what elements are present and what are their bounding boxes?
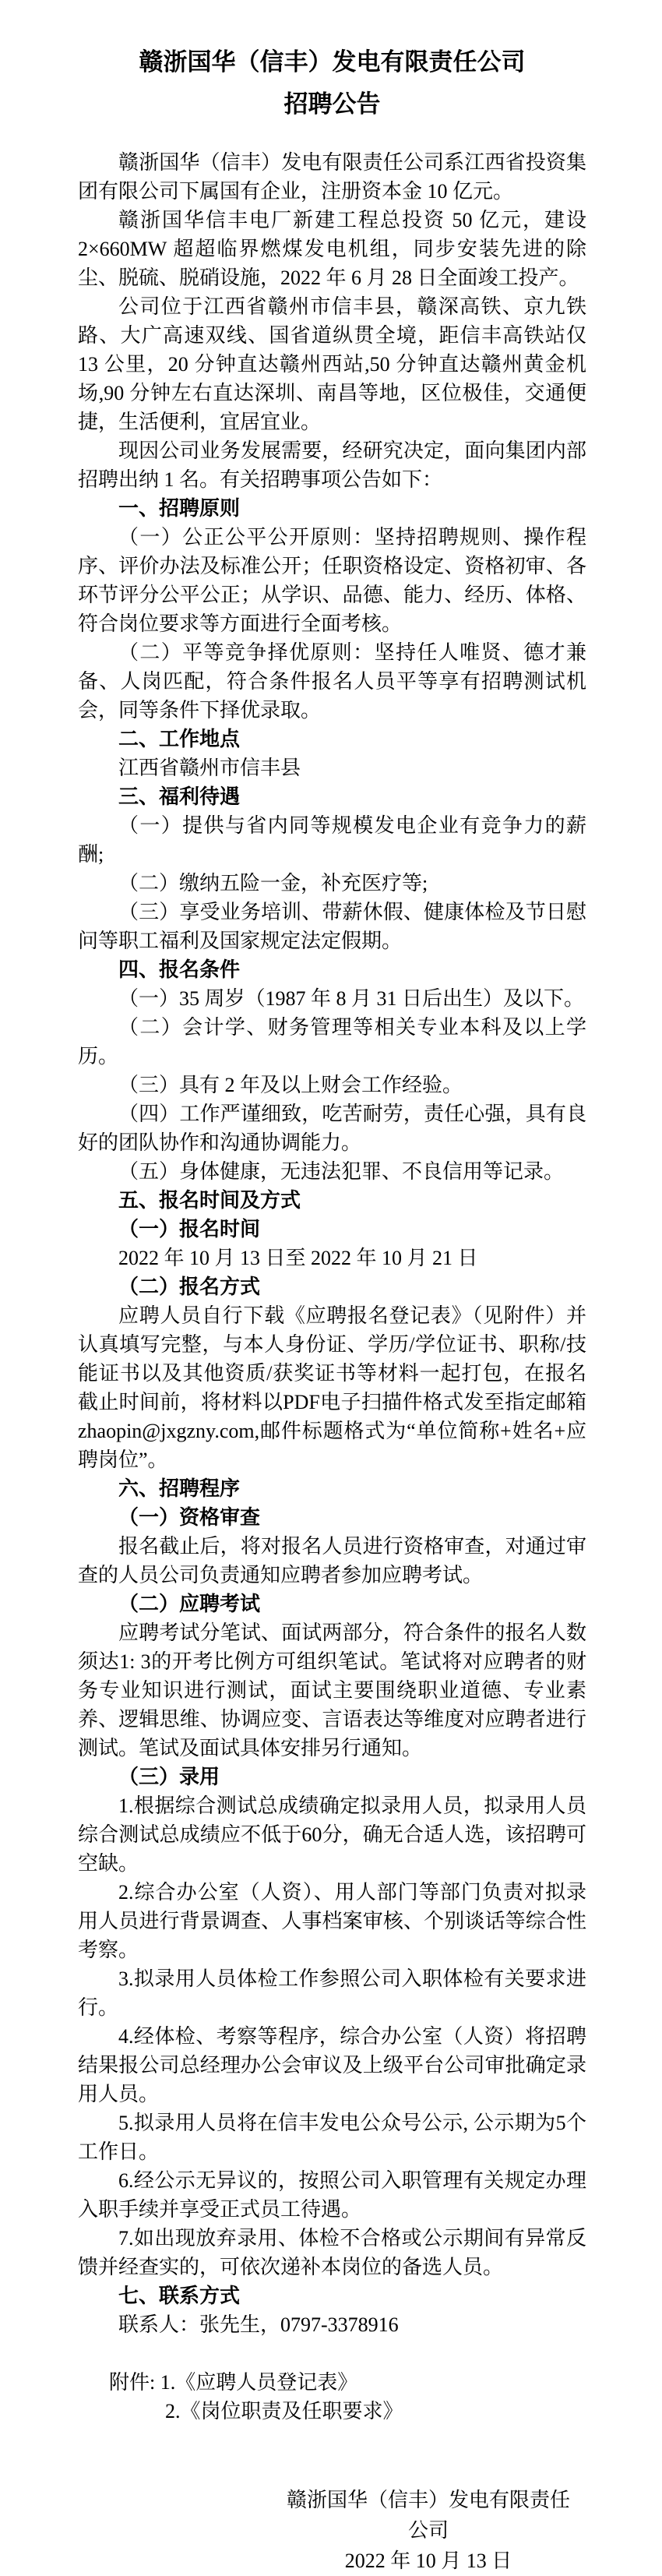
requirement-item-2: （二）会计学、财务管理等相关专业本科及以上学历。 — [78, 1016, 586, 1067]
attachments-block — [78, 2368, 586, 2426]
work-location: 江西省赣州市信丰县 — [118, 757, 301, 779]
employment-item-4: 4.经体检、考察等程序，综合办公室（人资）将招聘结果报公司总经理办公会审议及上级平台公司审批确定录用人员。 — [78, 2025, 586, 2105]
requirement-item-4: （四）工作严谨细致，吃苦耐劳，责任心强，具有良好的团队协作和沟通协调能力。 — [78, 1103, 586, 1154]
benefit-item-3: （三）享受业务培训、带薪休假、健康体检及节日慰问等职工福利及国家规定法定假期。 — [78, 901, 586, 952]
exam-paragraph: 应聘考试分笔试、面试两部分，符合条件的报名人数须达1: 3的开考比例方可组织笔试。笔试将对应聘者的财务专业知识进行测试，面试主要围绕职业道德、专业素养、逻辑思维、协调应变、言语表达等维度对应聘者进行测试。笔试及面试具体安排另行通知。 — [78, 1621, 586, 1759]
attachment-line-1: 附件: 1.《应聘人员登记表》 — [109, 2371, 358, 2394]
subheading-application-time: （一）报名时间 — [118, 1217, 261, 1240]
employment-item-5: 5.拟录用人员将在信丰发电公众号公示, 公示期为5个工作日。 — [78, 2112, 586, 2163]
subheading-exam: （二）应聘考试 — [118, 1592, 261, 1615]
section-heading-principles: 一、招聘原则 — [118, 496, 241, 520]
requirement-item-3: （三）具有 2 年及以上财会工作经验。 — [118, 1074, 463, 1096]
application-time: 2022 年 10 月 13 日至 2022 年 10 月 21 日 — [118, 1247, 478, 1269]
principle-item-1: （一）公正公平公开原则：坚持招聘规则、操作程序、评价办法及标准公开；任职资格设定、资格初审、各环节评分公平公正；从学识、品德、能力、经历、体格、符合岗位要求等方面进行全面考核。 — [78, 526, 586, 635]
requirement-item-5: （五）身体健康，无违法犯罪、不良信用等记录。 — [118, 1160, 565, 1183]
document-title-block — [78, 44, 586, 123]
employment-item-3: 3.拟录用人员体检工作参照公司入职体检有关要求进行。 — [78, 1967, 586, 2019]
contact-person: 联系人：张先生，0797-3378916 — [118, 2313, 399, 2336]
employment-item-6: 6.经公示无异议的，按照公司入职管理有关规定办理入职手续并享受正式员工待遇。 — [78, 2169, 586, 2221]
intro-paragraph-3: 公司位于江西省赣州市信丰县，赣深高铁、京九铁路、大广高速双线、国省道纵贯全境，距信丰高铁站仅 13 公里，20 分钟直达赣州西站,50 分钟直达赣州黄金机场,90 分钟左右直达深圳、南昌等地，区位极佳，交通便捷，生活便利，宜居宜业。 — [78, 295, 586, 433]
requirement-item-1: （一）35 周岁（1987 年 8 月 31 日后出生）及以下。 — [118, 987, 585, 1010]
section-heading-location: 二、工作地点 — [118, 727, 241, 750]
document-title-line1: 赣浙国华（信丰）发电有限责任公司 — [139, 48, 526, 76]
qualification-review-paragraph: 报名截止后，将对报名人员进行资格审查，对通过审查的人员公司负责通知应聘者参加应聘考试。 — [78, 1535, 586, 1586]
application-method: 应聘人员自行下载《应聘报名登记表》（见附件）并认真填写完整，与本人身份证、学历/学位证书、职称/技能证书以及其他资质/获奖证书等材料一起打包，在报名截止时间前，将材料以PDF电子扫描件格式发至指定邮箱zhaopin@jxgzny.com,邮件标题格式为“单位简称+姓名+应聘岗位”。 — [78, 1304, 586, 1471]
employment-item-7: 7.如出现放弃录用、体检不合格或公示期间有异常反馈并经查实的，可依次递补本岗位的备选人员。 — [78, 2227, 586, 2278]
subheading-qualification-review: （一）资格审查 — [118, 1505, 261, 1529]
subheading-application-method: （二）报名方式 — [118, 1275, 261, 1298]
benefit-item-1: （一）提供与省内同等规模发电企业有竞争力的薪酬; — [78, 814, 586, 866]
subheading-employment: （三）录用 — [118, 1765, 220, 1788]
section-heading-application: 五、报名时间及方式 — [118, 1188, 301, 1212]
employment-item-1: 1.根据综合测试总成绩确定拟录用人员，拟录用人员综合测试总成绩应不低于60分，确无合适人选，该招聘可空缺。 — [78, 1794, 586, 1875]
intro-paragraph-4: 现因公司业务发展需要，经研究决定，面向集团内部招聘出纳 1 名。有关招聘事项公告如下： — [78, 439, 586, 491]
employment-item-2: 2.综合办公室（人资）、用人部门等部门负责对拟录用人员进行背景调查、人事档案审核、个别谈话等综合性考察。 — [78, 1881, 586, 1961]
signature-date: 2022 年 10 月 13 日 — [344, 2550, 512, 2572]
signature-block — [284, 2485, 572, 2576]
principle-item-2: （二）平等竞争择优原则：坚持任人唯贤、德才兼备、人岗匹配，符合条件报名人员平等享有招聘测试机会，同等条件下择优录取。 — [78, 641, 586, 722]
intro-paragraph-2: 赣浙国华信丰电厂新建工程总投资 50 亿元，建设 2×660MW 超超临界燃煤发电机组，同步安装先进的除尘、脱硫、脱硝设施，2022 年 6 月 28 日全面竣工投产。 — [78, 209, 586, 289]
attachment-line-2: 2.《岗位职责及任职要求》 — [165, 2400, 403, 2422]
intro-paragraph-1: 赣浙国华（信丰）发电有限责任公司系江西省投资集团有限公司下属国有企业，注册资本金 10 亿元。 — [78, 151, 586, 203]
section-heading-requirements: 四、报名条件 — [118, 958, 241, 981]
section-heading-procedure: 六、招聘程序 — [118, 1477, 241, 1500]
signature-company: 赣浙国华（信丰）发电有限责任公司 — [286, 2489, 570, 2542]
document-title-line2: 招聘公告 — [283, 90, 381, 118]
benefit-item-2: （二）缴纳五险一金，补充医疗等; — [118, 872, 428, 895]
section-heading-benefits: 三、福利待遇 — [118, 785, 241, 808]
section-heading-contact: 七、联系方式 — [118, 2284, 241, 2307]
